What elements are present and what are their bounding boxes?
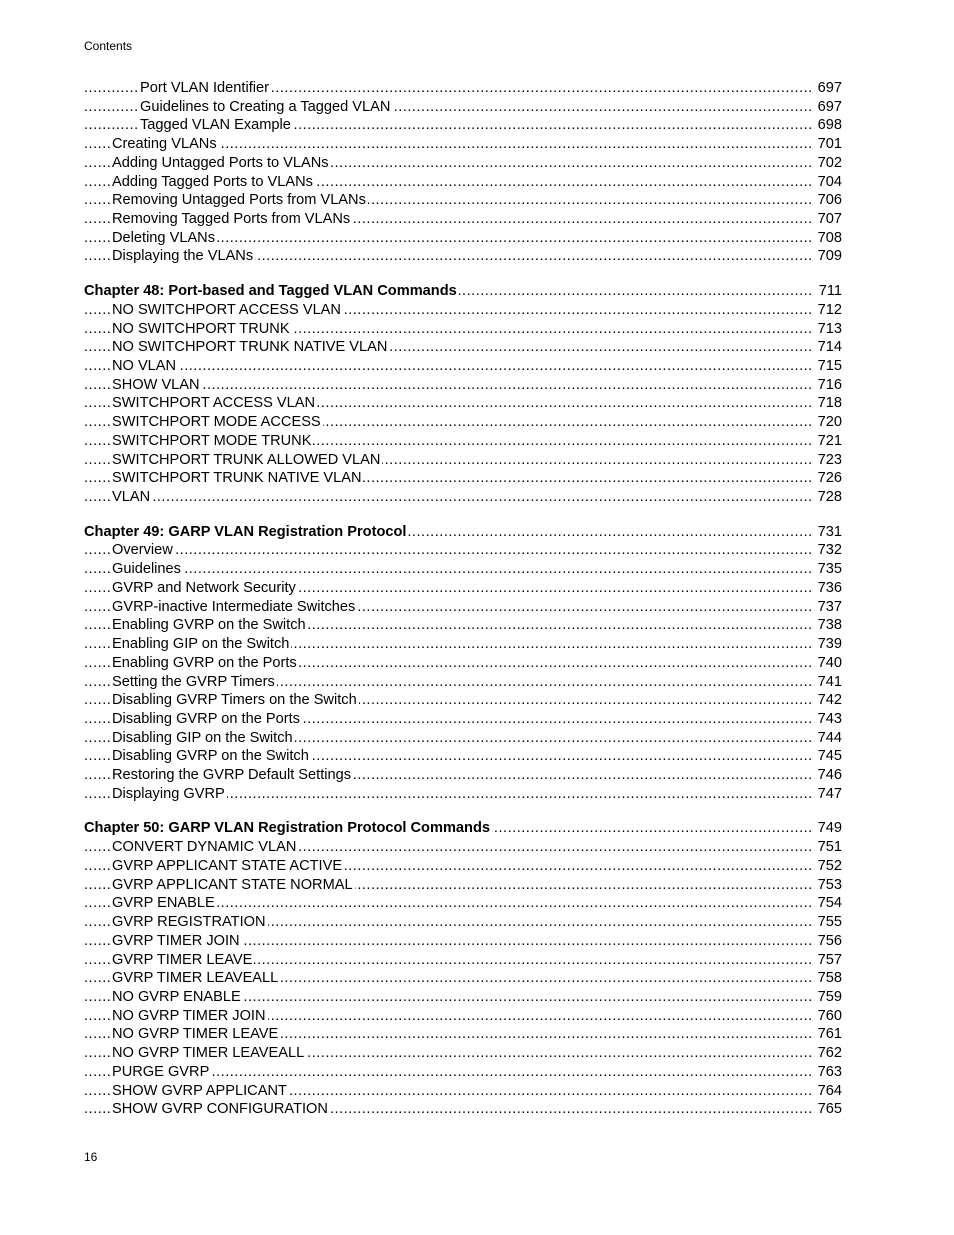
toc-entry[interactable]	[84, 320, 842, 339]
toc-entry-page: 718	[817, 395, 842, 412]
dot-leader	[84, 488, 814, 507]
dot-leader	[84, 357, 814, 376]
toc-entry-title: Removing Untagged Ports from VLANs	[112, 192, 366, 209]
toc-entry-title: GVRP and Network Security	[112, 579, 296, 596]
toc-entry[interactable]	[84, 747, 842, 766]
toc-entry[interactable]	[84, 951, 842, 970]
table-of-contents	[84, 79, 842, 1119]
toc-entry-page: 763	[817, 1063, 842, 1080]
toc-entry-page: 737	[817, 598, 842, 615]
toc-entry-title: SWITCHPORT ACCESS VLAN	[112, 395, 316, 412]
toc-entry-page: 745	[817, 748, 842, 765]
toc-entry[interactable]	[84, 79, 842, 98]
toc-entry-title: CONVERT DYNAMIC VLAN	[112, 839, 297, 856]
toc-entry-page: 714	[817, 339, 842, 356]
toc-entry[interactable]	[84, 451, 842, 470]
toc-entry[interactable]	[84, 894, 842, 913]
toc-entry[interactable]	[84, 210, 842, 229]
toc-entry-title: PURGE GVRP	[112, 1063, 210, 1080]
toc-entry-title: Enabling GIP on the Switch	[112, 636, 290, 653]
toc-entry[interactable]	[84, 1007, 842, 1026]
toc-group	[84, 523, 842, 804]
toc-entry[interactable]	[84, 616, 842, 635]
toc-entry[interactable]	[84, 691, 842, 710]
dot-leader	[84, 560, 814, 579]
toc-entry[interactable]	[84, 229, 842, 248]
toc-entry[interactable]	[84, 488, 842, 507]
toc-entry-title: SWITCHPORT MODE TRUNK	[112, 432, 312, 449]
toc-entry-page: 709	[817, 248, 842, 265]
toc-entry-page: 753	[817, 876, 842, 893]
toc-entry-title: GVRP ENABLE	[112, 895, 215, 912]
toc-entry-page: 736	[817, 579, 842, 596]
toc-entry-title: GVRP TIMER JOIN	[112, 932, 240, 949]
toc-entry[interactable]	[84, 338, 842, 357]
toc-entry-page: 711	[818, 282, 842, 299]
toc-entry-title: Displaying the VLANs	[112, 248, 254, 265]
toc-group	[84, 819, 842, 1119]
toc-entry-title: SHOW VLAN	[112, 376, 200, 393]
toc-entry-page: 698	[817, 117, 842, 134]
toc-entry[interactable]	[84, 1082, 842, 1101]
toc-entry-page: 697	[817, 80, 842, 96]
toc-entry[interactable]	[84, 247, 842, 266]
toc-entry-title: GVRP TIMER LEAVEALL	[112, 970, 279, 987]
toc-entry-page: 706	[817, 192, 842, 209]
toc-entry[interactable]	[84, 857, 842, 876]
toc-entry-page: 762	[817, 1045, 842, 1062]
toc-entry[interactable]	[84, 785, 842, 804]
toc-entry-title: NO SWITCHPORT TRUNK NATIVE VLAN	[112, 339, 388, 356]
toc-entry-title: NO GVRP TIMER JOIN	[112, 1007, 266, 1024]
toc-entry-page: 742	[817, 692, 842, 709]
toc-entry-title: SHOW GVRP CONFIGURATION	[112, 1101, 328, 1118]
toc-entry-title: NO GVRP TIMER LEAVE	[112, 1026, 279, 1043]
toc-entry[interactable]	[84, 469, 842, 488]
toc-chapter-entry[interactable]	[84, 282, 842, 301]
running-header: Contents	[84, 39, 133, 53]
toc-entry-title: Tagged VLAN Example	[140, 117, 291, 134]
toc-group	[84, 282, 842, 507]
toc-entry-title: Disabling GVRP on the Switch	[112, 748, 309, 765]
toc-entry-title: SWITCHPORT TRUNK ALLOWED VLAN	[112, 451, 381, 468]
toc-entry[interactable]	[84, 98, 842, 117]
toc-entry-title: Enabling GVRP on the Switch	[112, 617, 306, 634]
toc-entry-title: Disabling GVRP Timers on the Switch	[112, 692, 357, 709]
toc-entry-title: NO SWITCHPORT ACCESS VLAN	[112, 301, 341, 318]
toc-entry-page: 708	[817, 229, 842, 246]
toc-entry-title: Disabling GVRP on the Ports	[112, 710, 300, 727]
toc-entry[interactable]	[84, 579, 842, 598]
toc-entry[interactable]	[84, 541, 842, 560]
toc-entry-page: 723	[817, 451, 842, 468]
toc-entry[interactable]	[84, 838, 842, 857]
toc-entry[interactable]	[84, 932, 842, 951]
toc-entry-title: NO GVRP TIMER LEAVEALL	[112, 1045, 305, 1062]
toc-entry-page: 716	[817, 376, 842, 393]
toc-entry-page: 707	[817, 211, 842, 228]
toc-entry[interactable]	[84, 357, 842, 376]
toc-entry[interactable]	[84, 116, 842, 135]
toc-entry[interactable]	[84, 876, 842, 895]
toc-entry-title: Chapter 48: Port-based and Tagged VLAN Commands	[84, 282, 457, 299]
toc-entry[interactable]	[84, 729, 842, 748]
toc-entry[interactable]	[84, 376, 842, 395]
toc-entry-page: 746	[817, 767, 842, 784]
toc-entry[interactable]	[84, 173, 842, 192]
toc-entry-page: 755	[817, 914, 842, 931]
toc-entry-title: Port VLAN Identifier	[140, 80, 269, 96]
toc-entry[interactable]	[84, 1044, 842, 1063]
toc-entry[interactable]	[84, 654, 842, 673]
toc-entry[interactable]	[84, 432, 842, 451]
toc-entry-title: Overview	[112, 542, 173, 559]
toc-entry-title: Creating VLANs	[112, 136, 217, 153]
toc-entry-page: 697	[817, 98, 842, 115]
toc-entry[interactable]	[84, 301, 842, 320]
toc-entry-title: Disabling GIP on the Switch	[112, 729, 293, 746]
toc-entry-page: 759	[817, 988, 842, 1005]
toc-entry-title: VLAN	[112, 489, 151, 506]
toc-entry-page: 744	[817, 729, 842, 746]
toc-chapter-entry[interactable]	[84, 523, 842, 542]
toc-entry-title: Displaying GVRP	[112, 785, 225, 802]
toc-entry[interactable]	[84, 913, 842, 932]
toc-entry-page: 721	[817, 432, 842, 449]
toc-entry-title: Chapter 50: GARP VLAN Registration Protocol Commands	[84, 820, 490, 837]
toc-entry-page: 760	[817, 1007, 842, 1024]
toc-entry[interactable]	[84, 598, 842, 617]
toc-entry-page: 712	[817, 301, 842, 318]
toc-entry-title: NO GVRP ENABLE	[112, 988, 241, 1005]
toc-entry-page: 764	[817, 1082, 842, 1099]
toc-entry-title: SWITCHPORT TRUNK NATIVE VLAN	[112, 470, 362, 487]
toc-entry[interactable]	[84, 191, 842, 210]
toc-entry-page: 765	[817, 1101, 842, 1118]
toc-entry[interactable]	[84, 766, 842, 785]
toc-entry-page: 741	[817, 673, 842, 690]
toc-entry-page: 751	[817, 839, 842, 856]
toc-entry-title: NO VLAN	[112, 358, 177, 375]
toc-entry-page: 731	[817, 523, 842, 540]
toc-entry[interactable]	[84, 969, 842, 988]
toc-entry-page: 739	[817, 636, 842, 653]
toc-entry-page: 735	[817, 561, 842, 578]
toc-entry-page: 747	[817, 785, 842, 802]
toc-entry-page: 757	[817, 951, 842, 968]
page-number: 16	[84, 1150, 98, 1164]
dot-leader	[84, 541, 814, 560]
toc-entry[interactable]	[84, 413, 842, 432]
toc-entry-page: 702	[817, 154, 842, 171]
toc-entry-page: 754	[817, 895, 842, 912]
toc-entry-page: 738	[817, 617, 842, 634]
toc-entry-page: 720	[817, 414, 842, 431]
toc-entry[interactable]	[84, 394, 842, 413]
toc-chapter-entry[interactable]	[84, 819, 842, 838]
toc-entry-page: 761	[817, 1026, 842, 1043]
toc-entry-title: Restoring the GVRP Default Settings	[112, 767, 352, 784]
toc-entry-page: 740	[817, 654, 842, 671]
toc-entry[interactable]	[84, 673, 842, 692]
toc-entry-title: Adding Tagged Ports to VLANs	[112, 173, 313, 190]
toc-entry-title: SHOW GVRP APPLICANT	[112, 1082, 287, 1099]
toc-entry-title: Removing Tagged Ports from VLANs	[112, 211, 351, 228]
toc-entry-title: NO SWITCHPORT TRUNK	[112, 320, 290, 337]
toc-entry[interactable]	[84, 135, 842, 154]
toc-entry-page: 704	[817, 173, 842, 190]
toc-entry-title: Guidelines	[112, 561, 181, 578]
toc-entry-title: Adding Untagged Ports to VLANs	[112, 154, 329, 171]
toc-entry-title: GVRP APPLICANT STATE ACTIVE	[112, 857, 343, 874]
toc-entry-title: Chapter 49: GARP VLAN Registration Protocol	[84, 523, 407, 540]
toc-entry-title: Guidelines to Creating a Tagged VLAN	[140, 98, 391, 115]
toc-entry-title: GVRP REGISTRATION	[112, 914, 266, 931]
toc-entry-page: 752	[817, 857, 842, 874]
toc-entry-title: SWITCHPORT MODE ACCESS	[112, 414, 321, 431]
toc-entry-title: Enabling GVRP on the Ports	[112, 654, 297, 671]
toc-entry[interactable]	[84, 1100, 842, 1119]
toc-entry[interactable]	[84, 154, 842, 173]
toc-entry-page: 701	[817, 136, 842, 153]
toc-entry-page: 756	[817, 932, 842, 949]
toc-entry-title: GVRP TIMER LEAVE	[112, 951, 253, 968]
toc-entry-title: Deleting VLANs	[112, 229, 216, 246]
toc-entry-page: 713	[817, 320, 842, 337]
toc-entry-page: 726	[817, 470, 842, 487]
toc-entry[interactable]	[84, 988, 842, 1007]
toc-entry-page: 743	[817, 710, 842, 727]
toc-entry[interactable]	[84, 1025, 842, 1044]
toc-entry-title: Setting the GVRP Timers	[112, 673, 275, 690]
toc-entry[interactable]	[84, 635, 842, 654]
toc-entry[interactable]	[84, 710, 842, 729]
toc-entry-title: GVRP-inactive Intermediate Switches	[112, 598, 356, 615]
toc-entry-title: GVRP APPLICANT STATE NORMAL	[112, 876, 353, 893]
toc-entry[interactable]	[84, 1063, 842, 1082]
toc-entry-page: 728	[817, 489, 842, 506]
toc-entry[interactable]	[84, 560, 842, 579]
toc-entry-page: 732	[817, 542, 842, 559]
toc-entry-page: 715	[817, 358, 842, 375]
toc-entry-page: 758	[817, 970, 842, 987]
toc-entry-page: 749	[817, 820, 842, 837]
toc-group	[84, 79, 842, 266]
